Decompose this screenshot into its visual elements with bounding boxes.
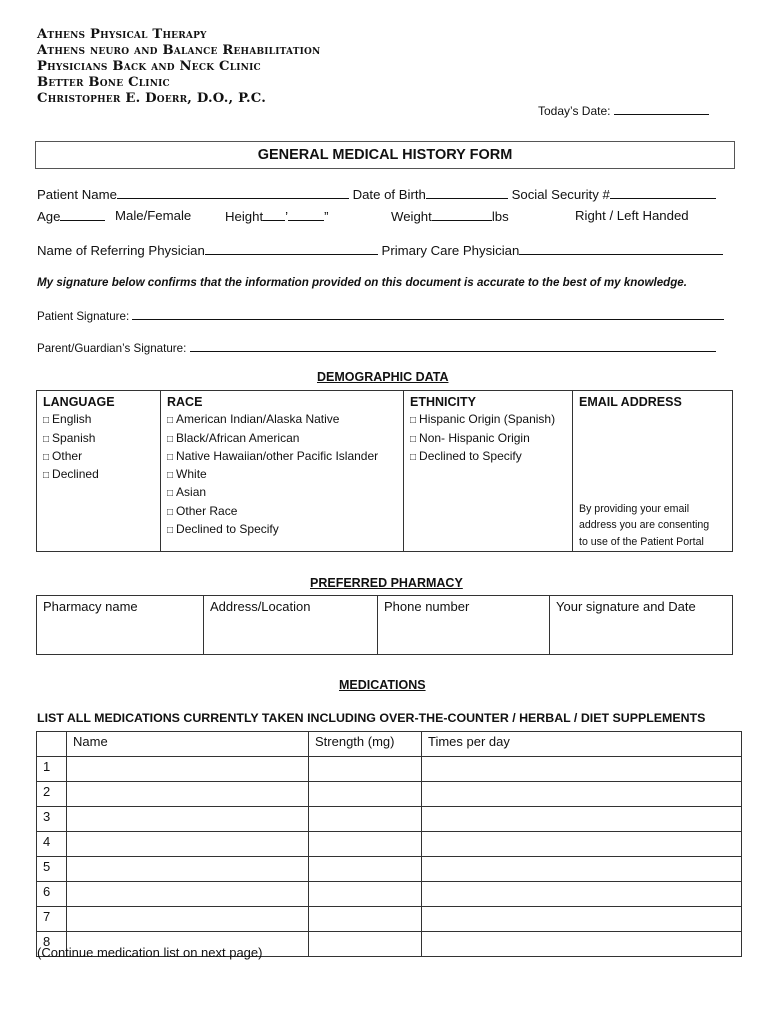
ethnicity-option[interactable]: □ Non- Hispanic Origin [410, 430, 530, 445]
ethnicity-header: ETHNICITY [410, 395, 476, 409]
table-row [37, 882, 742, 907]
column-header: Times per day [422, 732, 742, 757]
checkbox-icon[interactable]: □ [167, 470, 174, 482]
form-title [35, 141, 735, 169]
age-field[interactable] [60, 208, 105, 221]
sex-field[interactable] [115, 208, 191, 223]
height-group [225, 208, 328, 224]
medications-table [36, 731, 742, 957]
patient-signature-label: Patient Signature: [37, 310, 130, 323]
checkbox-icon[interactable]: □ [167, 415, 174, 427]
row-number: 7 [37, 907, 67, 932]
medication-frequency-cell[interactable] [422, 832, 742, 857]
ssn-field[interactable] [610, 186, 716, 199]
medication-name-cell[interactable] [67, 882, 309, 907]
handedness-label: Right / Left Handed [575, 208, 689, 223]
ssn-label: Social Security # [511, 187, 610, 202]
physician-row [37, 242, 723, 258]
demographic-title: DEMOGRAPHIC DATA [317, 370, 449, 384]
height-label: Height [225, 209, 264, 224]
checkbox-icon[interactable]: □ [43, 470, 50, 482]
table-row [37, 757, 742, 782]
dob-label: Date of Birth [352, 187, 426, 202]
language-option[interactable]: □ Spanish [43, 430, 96, 445]
race-column [161, 391, 404, 552]
form-title-text: GENERAL MEDICAL HISTORY FORM [257, 147, 513, 163]
medication-frequency-cell[interactable] [422, 757, 742, 782]
inches-mark: ” [324, 209, 329, 224]
race-option[interactable]: □ Black/African American [167, 430, 300, 445]
checkbox-icon[interactable]: □ [43, 415, 50, 427]
ethnicity-option[interactable]: □ Hispanic Origin (Spanish) [410, 412, 556, 427]
signature-statement: My signature below confirms that the information provided on this document is accurate to the best of my knowledge. [37, 276, 687, 289]
row-number: 4 [37, 832, 67, 857]
table-row [37, 807, 742, 832]
row-number: 2 [37, 782, 67, 807]
referring-physician-field[interactable] [205, 242, 378, 255]
medication-frequency-cell[interactable] [422, 882, 742, 907]
row-number: 6 [37, 882, 67, 907]
pharmacy-address-cell[interactable]: Address/Location [204, 596, 378, 655]
patient-info-row-2 [37, 208, 105, 224]
medication-name-cell[interactable] [67, 907, 309, 932]
pharmacy-phone-cell[interactable]: Phone number [378, 596, 550, 655]
pharmacy-name-cell[interactable]: Pharmacy name [37, 596, 204, 655]
guardian-signature-field[interactable] [190, 339, 716, 352]
language-option[interactable]: □ Declined [43, 467, 99, 482]
medication-strength-cell[interactable] [309, 832, 422, 857]
row-number: 5 [37, 857, 67, 882]
medications-instruction: LIST ALL MEDICATIONS CURRENTLY TAKEN INCLUDING OVER-THE-COUNTER / HERBAL / DIET SUPPLEMENTS [37, 711, 706, 725]
ethnicity-column [404, 391, 573, 552]
medication-name-cell[interactable] [67, 757, 309, 782]
medication-name-cell[interactable] [67, 832, 309, 857]
medication-strength-cell[interactable] [309, 932, 422, 957]
language-header: LANGUAGE [43, 395, 115, 409]
primary-physician-label: Primary Care Physician [381, 243, 520, 258]
table-row [37, 857, 742, 882]
email-column[interactable] [573, 391, 733, 552]
medication-name-cell[interactable] [67, 782, 309, 807]
clinic-name: Better Bone Clinic [37, 75, 170, 90]
clinic-name: Physicians Back and Neck Clinic [37, 59, 261, 74]
medication-strength-cell[interactable] [309, 882, 422, 907]
guardian-signature-label: Parent/Guardian’s Signature: [37, 342, 187, 355]
medication-frequency-cell[interactable] [422, 932, 742, 957]
checkbox-icon[interactable]: □ [410, 415, 417, 427]
todays-date-label: Today’s Date: [538, 104, 611, 118]
pharmacy-title: PREFERRED PHARMACY [310, 576, 463, 590]
referring-physician-label: Name of Referring Physician [37, 243, 205, 258]
medication-strength-cell[interactable] [309, 857, 422, 882]
row-number: 3 [37, 807, 67, 832]
language-option[interactable]: □ English [43, 412, 92, 427]
pharmacy-signature-cell[interactable]: Your signature and Date [550, 596, 733, 655]
checkbox-icon[interactable]: □ [167, 451, 174, 463]
weight-field[interactable] [432, 208, 492, 221]
medication-strength-cell[interactable] [309, 782, 422, 807]
demographic-table [36, 390, 733, 552]
patient-name-field[interactable] [117, 186, 349, 199]
guardian-signature-row [37, 339, 716, 355]
patient-name-label: Patient Name [37, 187, 117, 202]
checkbox-icon[interactable]: □ [167, 506, 174, 518]
table-row [37, 907, 742, 932]
email-header: EMAIL ADDRESS [579, 395, 682, 409]
medication-name-cell[interactable] [67, 807, 309, 832]
patient-signature-row [37, 307, 724, 323]
row-number: 8 [37, 932, 67, 957]
ethnicity-option[interactable]: □ Declined to Specify [410, 448, 522, 463]
medication-strength-cell[interactable] [309, 807, 422, 832]
clinic-name: Christopher E. Doerr, D.O., P.C. [37, 91, 267, 106]
patient-signature-field[interactable] [132, 307, 724, 320]
height-feet-field[interactable] [263, 208, 285, 221]
race-option[interactable]: □ American Indian/Alaska Native [167, 412, 340, 427]
language-option[interactable]: □ Other [43, 448, 83, 463]
race-option[interactable]: □ White [167, 467, 207, 482]
todays-date-field[interactable] [614, 102, 709, 115]
medications-header-row [37, 732, 742, 757]
feet-mark: ’ [285, 209, 289, 224]
medication-frequency-cell[interactable] [422, 857, 742, 882]
medications-title: MEDICATIONS [339, 678, 426, 692]
clinic-name: Athens Physical Therapy [37, 27, 207, 42]
dob-field[interactable] [426, 186, 508, 199]
checkbox-icon[interactable]: □ [43, 433, 50, 445]
medication-name-cell[interactable] [67, 857, 309, 882]
weight-label: Weight [391, 209, 432, 224]
height-inches-field[interactable] [288, 208, 324, 221]
checkbox-icon[interactable]: □ [167, 525, 174, 537]
pharmacy-table [36, 595, 733, 655]
table-row [37, 832, 742, 857]
medication-frequency-cell[interactable] [422, 907, 742, 932]
race-option[interactable]: □ Other Race [167, 503, 238, 518]
column-header: Name [67, 732, 309, 757]
checkbox-icon[interactable]: □ [43, 451, 50, 463]
handedness-field[interactable] [575, 208, 689, 223]
checkbox-icon[interactable]: □ [410, 451, 417, 463]
table-row [37, 782, 742, 807]
email-consent-note: By providing your email address you are consenting to use of the Patient Portal [579, 502, 710, 548]
race-header: RACE [167, 395, 203, 409]
sex-label: Male/Female [115, 208, 192, 223]
checkbox-icon[interactable]: □ [167, 488, 174, 500]
race-option[interactable]: □ Asian [167, 485, 207, 500]
clinic-list [37, 27, 320, 107]
race-option[interactable]: □ Native Hawaiian/other Pacific Islander [167, 448, 379, 463]
medication-strength-cell[interactable] [309, 757, 422, 782]
medication-frequency-cell[interactable] [422, 782, 742, 807]
medication-strength-cell[interactable] [309, 907, 422, 932]
row-number-header [37, 732, 67, 757]
row-number: 1 [37, 757, 67, 782]
age-label: Age [37, 209, 61, 224]
language-column [37, 391, 161, 552]
weight-group [391, 208, 509, 224]
column-header: Strength (mg) [309, 732, 422, 757]
checkbox-icon[interactable]: □ [410, 433, 417, 445]
medication-frequency-cell[interactable] [422, 807, 742, 832]
weight-unit: lbs [491, 209, 509, 224]
patient-info-row-1 [37, 186, 716, 202]
todays-date [538, 102, 709, 118]
clinic-name: Athens neuro and Balance Rehabilitation [37, 43, 321, 58]
continue-note: (Continue medication list on next page) [37, 945, 263, 960]
primary-physician-field[interactable] [519, 242, 723, 255]
checkbox-icon[interactable]: □ [167, 433, 174, 445]
race-option[interactable]: □ Declined to Specify [167, 522, 279, 537]
